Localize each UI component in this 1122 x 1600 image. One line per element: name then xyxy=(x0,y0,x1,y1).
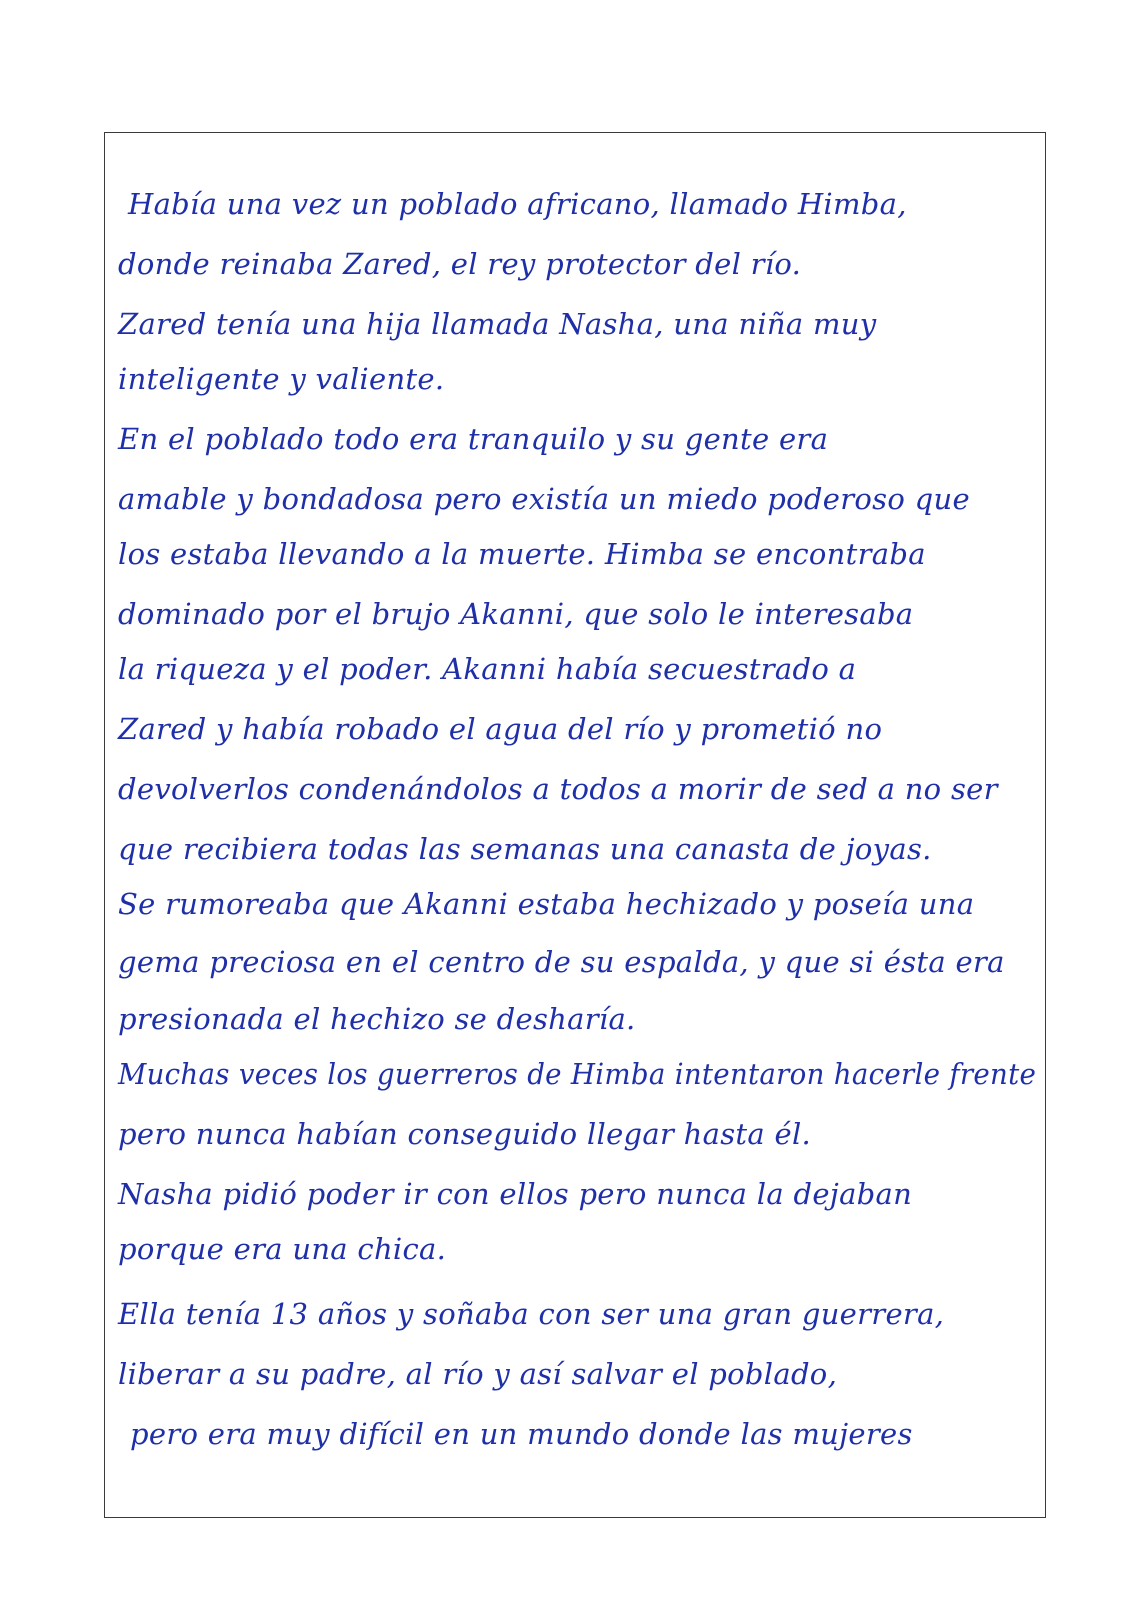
text-line-7: los estaba llevando a la muerte. Himba se encontraba xyxy=(118,537,926,571)
text-line-6: amable y bondadosa pero existía un miedo poderoso que xyxy=(118,482,970,516)
text-line-4: inteligente y valiente. xyxy=(118,362,445,396)
text-line-18: Nasha pidió poder ir con ellos pero nunca la dejaban xyxy=(118,1177,913,1211)
text-line-13: Se rumoreaba que Akanni estaba hechizado y poseía una xyxy=(118,887,975,921)
text-line-22: pero era muy difícil en un mundo donde las mujeres xyxy=(130,1417,913,1451)
text-line-20: Ella tenía 13 años y soñaba con ser una gran guerrera, xyxy=(118,1297,945,1331)
text-line-16: Muchas veces los guerreros de Himba intentaron hacerle frente xyxy=(118,1057,1037,1091)
text-line-15: presionada el hechizo se desharía. xyxy=(118,1002,636,1036)
text-line-1: Había una vez un poblado africano, llamado Himba, xyxy=(128,187,907,221)
text-line-5: En el poblado todo era tranquilo y su gente era xyxy=(118,422,829,456)
text-line-10: Zared y había robado el agua del río y prometió no xyxy=(118,712,883,746)
text-line-2: donde reinaba Zared, el rey protector del río. xyxy=(118,247,802,281)
text-line-19: porque era una chica. xyxy=(118,1232,447,1266)
text-line-12: que recibiera todas las semanas una canasta de joyas. xyxy=(118,832,932,866)
text-line-8: dominado por el brujo Akanni, que solo le interesaba xyxy=(118,597,914,631)
text-line-11: devolverlos condenándolos a todos a morir de sed a no ser xyxy=(118,772,998,806)
text-line-14: gema preciosa en el centro de su espalda, y que si ésta era xyxy=(118,945,1005,979)
text-line-9: la riqueza y el poder. Akanni había secuestrado a xyxy=(118,652,857,686)
text-line-21: liberar a su padre, al río y así salvar el poblado, xyxy=(118,1357,838,1391)
text-line-17: pero nunca habían conseguido llegar hasta él. xyxy=(118,1117,812,1151)
text-line-3: Zared tenía una hija llamada Nasha, una niña muy xyxy=(118,307,877,341)
